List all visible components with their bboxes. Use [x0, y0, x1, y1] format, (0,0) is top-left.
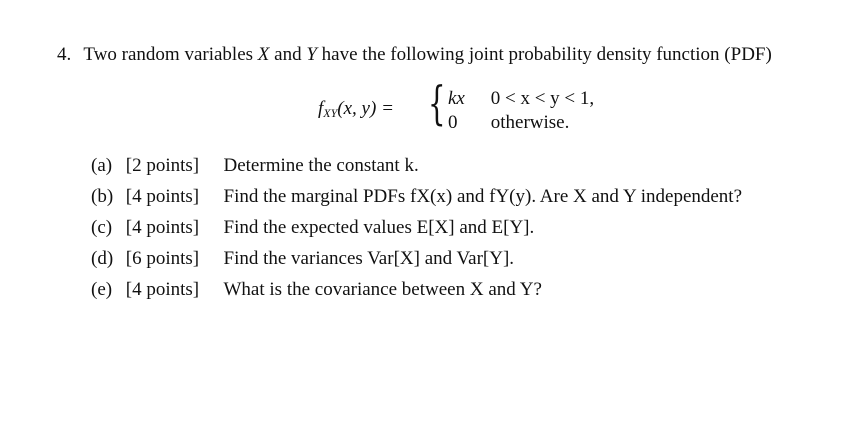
intro-suffix: have the following joint probability density function (PDF)	[316, 44, 772, 65]
part-text: Determine the constant k.	[223, 155, 419, 176]
left-brace: {	[428, 76, 446, 130]
part-d	[91, 243, 742, 274]
part-points: [4 points]	[125, 279, 200, 300]
intro-and: and	[269, 44, 307, 65]
case-2-value: 0	[448, 112, 458, 133]
part-text: Find the variances Var[X] and Var[Y].	[223, 248, 515, 269]
part-text: Find the marginal PDFs fX(x) and fY(y). Are X and Y independent?	[223, 186, 743, 207]
problem-statement	[57, 44, 772, 66]
case-1-value: kx	[448, 88, 465, 109]
part-a	[91, 150, 742, 181]
formula-args: (x, y) =	[337, 98, 394, 119]
part-e	[91, 274, 742, 305]
case-2-condition: otherwise.	[490, 112, 570, 133]
part-label: (c)	[91, 217, 113, 238]
part-points: [2 points]	[125, 155, 200, 176]
intro-prefix: Two random variables	[83, 44, 258, 65]
part-b	[91, 181, 742, 212]
formula-f: f	[318, 98, 324, 119]
part-points: [4 points]	[125, 186, 200, 207]
case-1-condition: 0 < x < y < 1,	[490, 88, 595, 109]
question-parts	[91, 150, 742, 305]
variable-y: Y	[306, 44, 317, 65]
part-label: (a)	[91, 155, 113, 176]
part-label: (d)	[91, 248, 114, 269]
part-points: [6 points]	[125, 248, 200, 269]
problem-number: 4.	[57, 44, 72, 65]
part-points: [4 points]	[125, 217, 200, 238]
part-label: (e)	[91, 279, 113, 300]
part-label: (b)	[91, 186, 114, 207]
formula-case-2	[448, 112, 569, 134]
formula-subscript: XY	[323, 106, 338, 120]
variable-x: X	[257, 44, 270, 65]
formula-lhs	[318, 98, 394, 121]
part-text: Find the expected values E[X] and E[Y].	[223, 217, 535, 238]
formula-case-1	[448, 88, 594, 110]
part-text: What is the covariance between X and Y?	[223, 279, 542, 300]
part-c	[91, 212, 742, 243]
